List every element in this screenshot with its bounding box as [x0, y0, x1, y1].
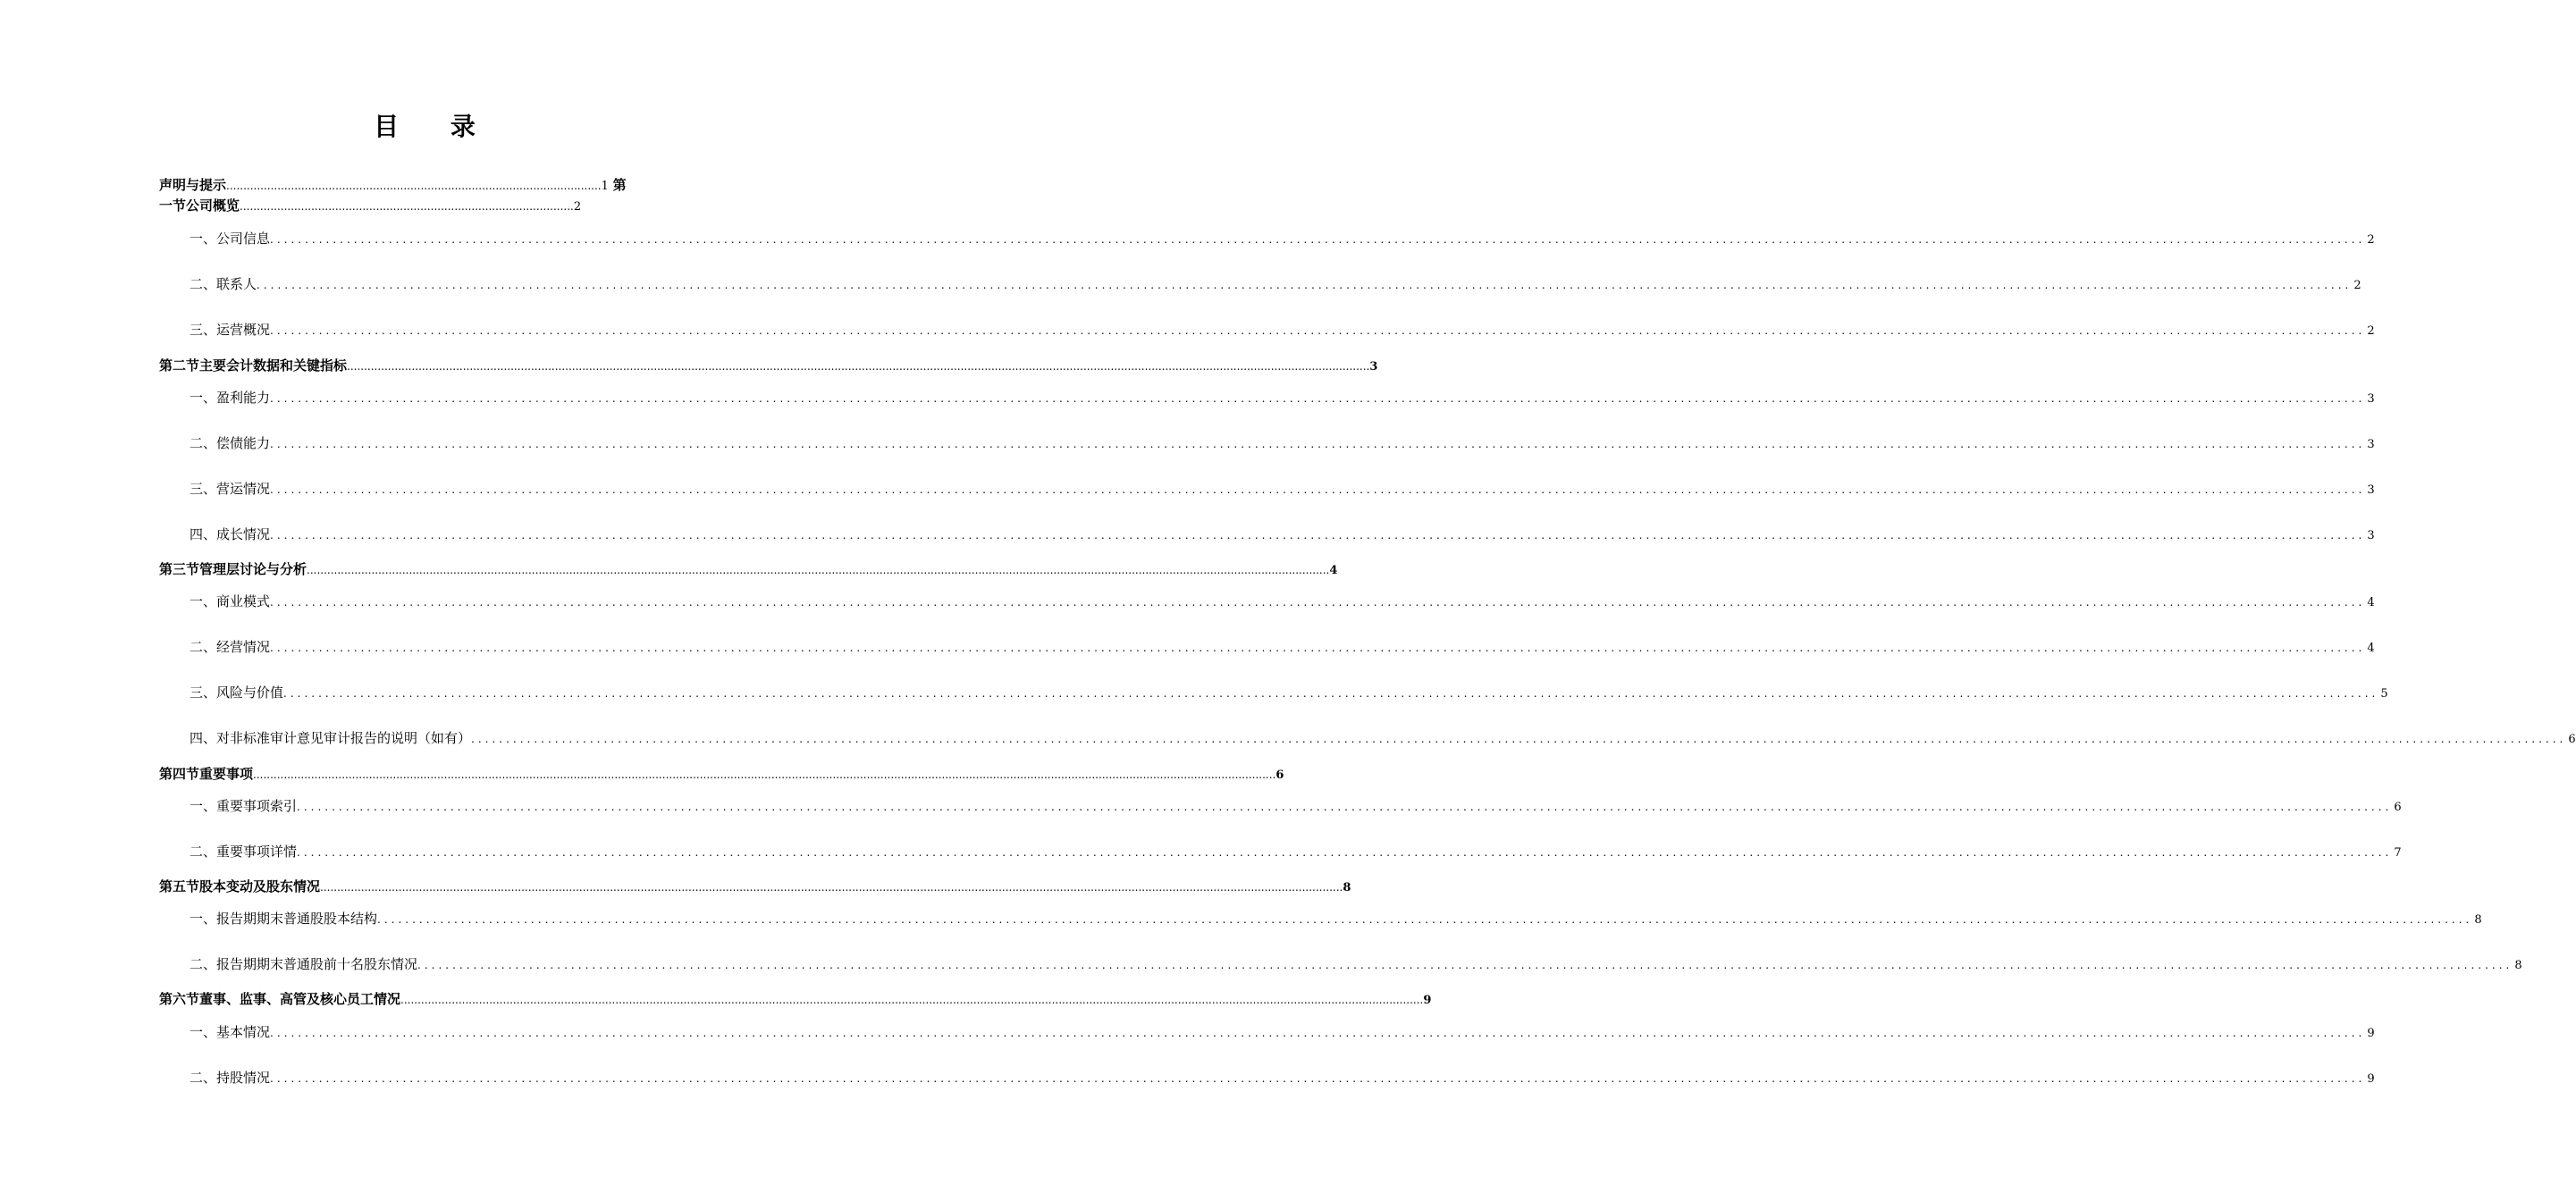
toc-entry-label: 二、偿债能力: [189, 435, 271, 451]
toc-entry-page: 2: [2353, 279, 2361, 292]
toc-entry-label: 四、对非标准审计意见审计报告的说明（如有）: [189, 730, 472, 746]
toc-entry-page: 3: [2367, 529, 2375, 542]
toc-leader-dots: ............................................................................................................................................................................................................................................................................................................: [270, 642, 2366, 654]
toc-subsection-entry[interactable]: [189, 320, 2375, 339]
toc-entry-label: 二、持股情况: [189, 1070, 271, 1086]
toc-leader-dots: ............................................................................................................................................................................................................................................................................................................: [270, 529, 2366, 542]
toc-leader-dots: ..............................................................................................................: [226, 180, 602, 192]
toc-entry-label: 二、报告期期末普通股前十名股东情况: [189, 956, 418, 972]
toc-leader-dots: ............................................................................................................................................................................................................................................................................................................: [270, 324, 2366, 337]
toc-entry-label: 第六节董事、监事、高管及核心员工情况: [159, 991, 401, 1007]
toc-leader-dots: ............................................................................................................................................................................................................................................................................................................: [297, 846, 2393, 859]
toc-entry-page: 6: [2568, 733, 2576, 746]
toc-entry-label: 一、报告期期末普通股股本结构: [189, 911, 378, 927]
toc-entry-page: 2: [2367, 324, 2375, 338]
toc-leader-dots: ............................................................................................................................................................................................................................................................................................................: [270, 596, 2366, 609]
toc-leader-dots: ............................................................................................................................................................................................................................................................................................................: [253, 768, 1276, 781]
toc-leader-dots: ............................................................................................................................................................................................................................................................................................................: [297, 801, 2393, 813]
toc-section-entry[interactable]: [159, 559, 1338, 578]
toc-entry-label: 第三节管理层讨论与分析: [159, 561, 307, 577]
toc-entry-statement[interactable]: [159, 175, 627, 194]
toc-entry-label: 一节公司概览: [159, 197, 240, 214]
toc-entry-page: 4: [2367, 596, 2375, 609]
toc-entry-label: 二、经营情况: [189, 639, 271, 655]
toc-leader-dots: ............................................................................................................................................................................................................................................................................................................: [270, 438, 2366, 450]
toc-leader-dots: ............................................................................................................................................................................................................................................................................................................: [257, 279, 2353, 291]
toc-entry-page: 2: [573, 200, 582, 214]
toc-entry-page: 3: [2367, 483, 2375, 497]
toc-entry-page: 4: [2367, 642, 2375, 655]
toc-entry-page: 3: [1369, 360, 1378, 374]
toc-entry-label: 三、运营概况: [189, 322, 271, 338]
toc-subsection-entry[interactable]: [189, 796, 2402, 815]
toc-leader-dots: ............................................................................................................................................................................................................................................................................................................: [307, 564, 1330, 576]
toc-subsection-entry[interactable]: [189, 954, 2522, 973]
toc-leader-dots: ............................................................................................................................................................................................................................................................................................................: [347, 360, 1370, 373]
toc-entry-page: 4: [1329, 564, 1338, 577]
toc-entry-page: 7: [2394, 846, 2402, 860]
toc-entry-label: 一、盈利能力: [189, 390, 271, 406]
toc-entry-page: 2: [2367, 233, 2375, 247]
toc-entry-label: 一、公司信息: [189, 231, 271, 247]
toc-entry-page: 8: [2514, 959, 2522, 972]
toc-entry-label: 二、重要事项详情: [189, 844, 298, 860]
toc-section-entry[interactable]: [159, 877, 1351, 895]
toc-entry-label: 声明与提示: [159, 177, 227, 193]
toc-entry-label: 二、联系人: [189, 276, 257, 292]
toc-entry-page: 6: [1275, 768, 1284, 782]
toc-subsection-entry[interactable]: [189, 728, 2576, 747]
toc-entry-page: 9: [1423, 994, 1432, 1007]
toc-entry-page: 1: [601, 180, 609, 193]
toc-entry-page: 3: [2367, 392, 2375, 406]
toc-subsection-entry[interactable]: [189, 592, 2375, 610]
toc-leader-dots: ..................................................................................................: [240, 200, 574, 213]
toc-subsection-entry[interactable]: [189, 1068, 2375, 1087]
toc-leader-dots: ............................................................................................................................................................................................................................................................................................................: [283, 687, 2379, 700]
toc-entry-label-continuation: 第: [612, 177, 627, 193]
toc-subsection-entry[interactable]: [189, 842, 2402, 861]
toc-leader-dots: ............................................................................................................................................................................................................................................................................................................: [400, 994, 1424, 1006]
toc-leader-dots: ............................................................................................................................................................................................................................................................................................................: [270, 483, 2366, 496]
toc-subsection-entry[interactable]: [189, 388, 2375, 407]
toc-subsection-entry[interactable]: [189, 274, 2361, 293]
toc-entry-section-1[interactable]: [159, 196, 581, 214]
toc-leader-dots: ............................................................................................................................................................................................................................................................................................................: [270, 233, 2366, 246]
toc-entry-label: 三、营运情况: [189, 481, 271, 497]
toc-subsection-entry[interactable]: [189, 229, 2375, 248]
toc-entry-page: 8: [2474, 913, 2482, 927]
toc-entry-label: 第二节主要会计数据和关键指标: [159, 357, 348, 374]
toc-subsection-entry[interactable]: [189, 683, 2388, 701]
toc-entry-label: 一、商业模式: [189, 593, 271, 609]
toc-entry-label: 四、成长情况: [189, 526, 271, 542]
toc-subsection-entry[interactable]: [189, 637, 2375, 656]
toc-entry-page: 9: [2367, 1027, 2375, 1040]
toc-entry-page: 9: [2367, 1072, 2375, 1086]
toc-entry-label: 第五节股本变动及股东情况: [159, 878, 321, 894]
toc-leader-dots: ............................................................................................................................................................................................................................................................................................................: [320, 881, 1343, 894]
toc-leader-dots: ............................................................................................................................................................................................................................................................................................................: [471, 733, 2567, 745]
toc-entry-label: 第四节重要事项: [159, 766, 254, 782]
toc-leader-dots: ............................................................................................................................................................................................................................................................................................................: [270, 1072, 2366, 1085]
toc-subsection-entry[interactable]: [189, 433, 2375, 452]
toc-leader-dots: ............................................................................................................................................................................................................................................................................................................: [270, 1027, 2366, 1039]
toc-entry-page: 6: [2394, 801, 2402, 814]
toc-entry-page: 5: [2380, 687, 2388, 701]
toc-leader-dots: ............................................................................................................................................................................................................................................................................................................: [417, 959, 2513, 971]
toc-section-entry[interactable]: [159, 356, 1378, 374]
toc-entry-label: 一、基本情况: [189, 1024, 271, 1040]
toc-section-entry[interactable]: [159, 764, 1284, 783]
toc-entry-label: 一、重要事项索引: [189, 798, 298, 814]
toc-entry-label: 三、风险与价值: [189, 684, 284, 701]
toc-subsection-entry[interactable]: [189, 479, 2375, 498]
toc-leader-dots: ............................................................................................................................................................................................................................................................................................................: [270, 392, 2366, 405]
toc-leader-dots: ............................................................................................................................................................................................................................................................................................................: [377, 913, 2473, 926]
toc-subsection-entry[interactable]: [189, 909, 2482, 928]
page-title: 目 录: [374, 112, 497, 141]
toc-entry-page: 3: [2367, 438, 2375, 451]
toc-subsection-entry[interactable]: [189, 525, 2375, 543]
toc-section-entry[interactable]: [159, 989, 1432, 1008]
toc-entry-page: 8: [1343, 881, 1351, 894]
toc-subsection-entry[interactable]: [189, 1022, 2375, 1041]
